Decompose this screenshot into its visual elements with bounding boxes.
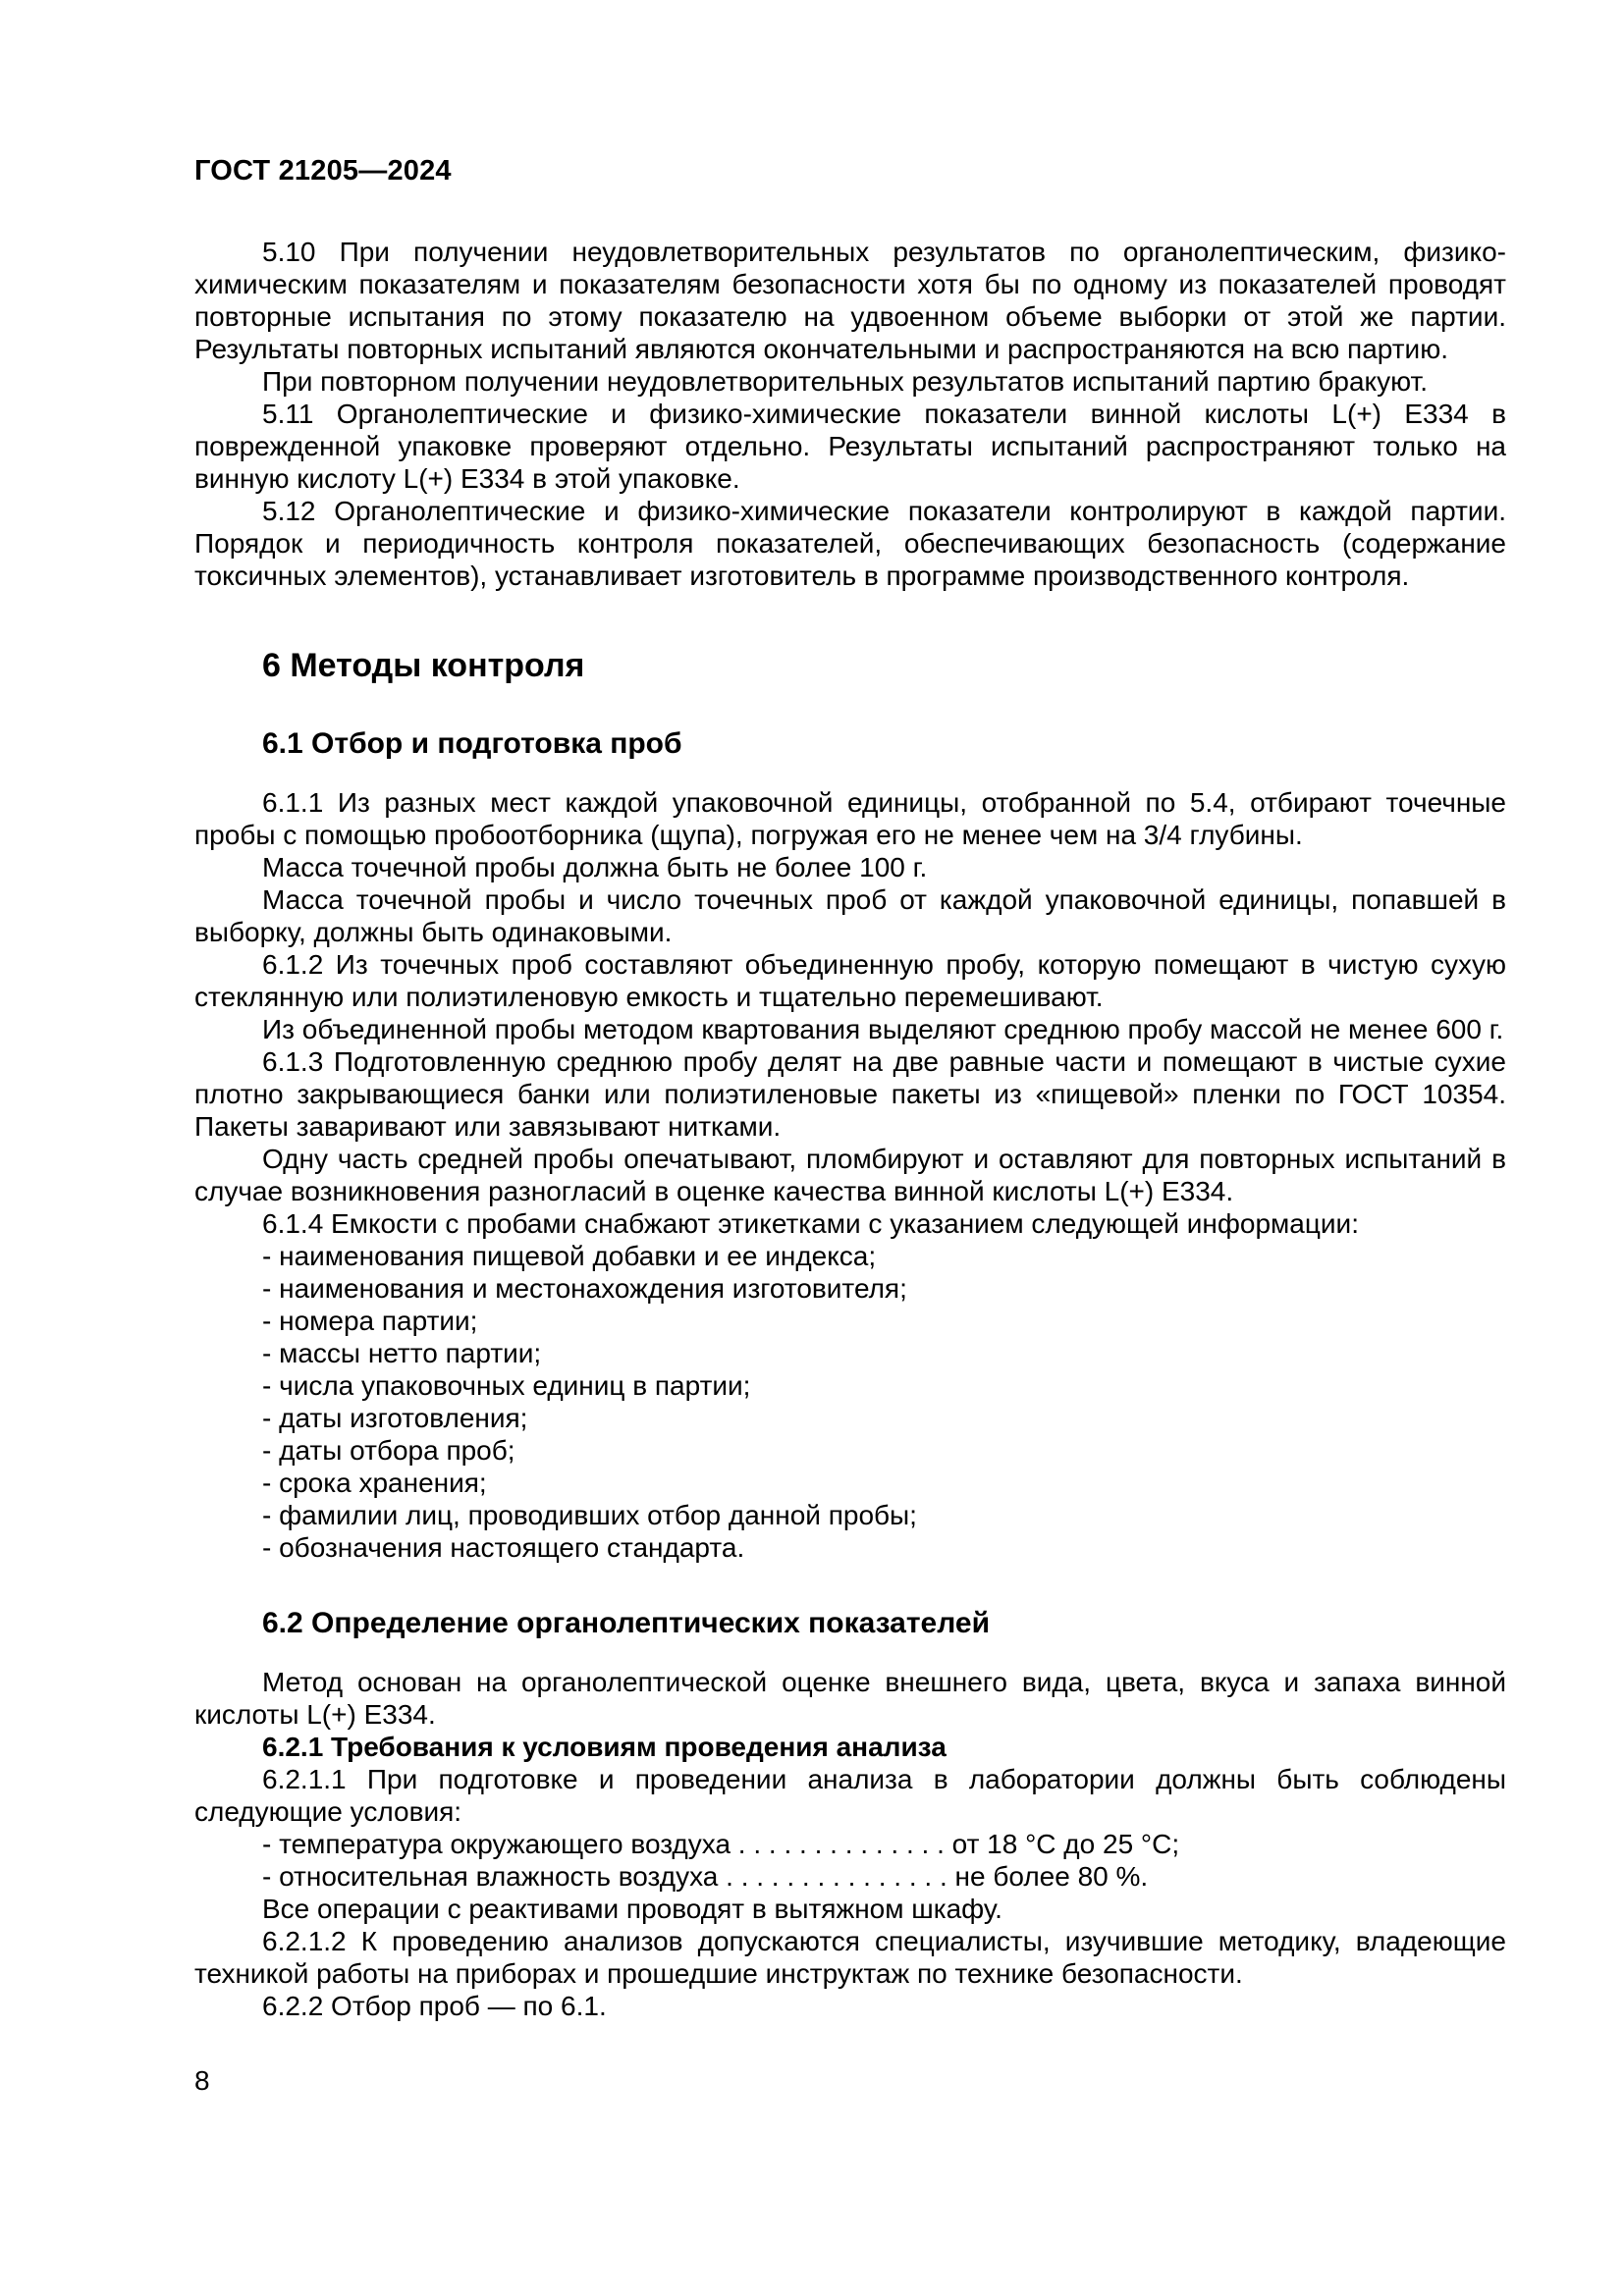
list-item: - даты отбора проб; <box>262 1435 515 1466</box>
list-item: - обозначения настоящего стандарта. <box>262 1532 745 1563</box>
running-header: ГОСТ 21205—2024 <box>194 155 452 187</box>
paragraph: 6.2.1.2 К проведению анализов допускаются специалисты, изучившие методику, владеющие техникой работы на приборах и прошедшие инструктаж по технике безопасности. <box>194 1926 1506 1989</box>
page-number: 8 <box>194 2065 210 2096</box>
paragraph: 5.10 При получении неудовлетворительных результатов по органолептическим, физико-химическим показателям и показателям безопасности хотя бы по одному из показателей проводят повторные испытания по этому показателю на удвоенном объеме выборки от этой же партии. Результаты повторных испытаний являются окончательными и распространяются на всю партию. <box>194 237 1506 364</box>
paragraph: 6.1.2 Из точечных проб составляют объединенную пробу, которую помещают в чистую сухую стеклянную или полиэтиленовую емкость и тщательно перемешивают. <box>194 949 1506 1012</box>
paragraph: 5.12 Органолептические и физико-химические показатели контролируют в каждой партии. Порядок и периодичность контроля показателей, обеспечивающих безопасность (содержание токсичных элементов), устанавливает изготовитель в программе производственного контроля. <box>194 496 1506 591</box>
paragraph: Метод основан на органолептической оценке внешнего вида, цвета, вкуса и запаха винной кислоты L(+) Е334. <box>194 1667 1506 1730</box>
list-item: - фамилии лиц, проводивших отбор данной пробы; <box>262 1500 917 1530</box>
document-body <box>194 236 1506 2022</box>
section-heading: 6 Методы контроля <box>262 647 585 684</box>
clause-heading: 6.2.1 Требования к условиям проведения анализа <box>262 1732 947 1762</box>
paragraph: Из объединенной пробы методом квартования выделяют среднюю пробу массой не менее 600 г. <box>262 1014 1504 1044</box>
list-item: - относительная влажность воздуха . . . . . . . . . . . . . . . не более 80 %. <box>262 1861 1149 1892</box>
paragraph: Масса точечной пробы и число точечных проб от каждой упаковочной единицы, попавшей в выборку, должны быть одинаковыми. <box>194 884 1506 947</box>
list-item: - номера партии; <box>262 1306 478 1336</box>
subsection-heading: 6.2 Определение органолептических показателей <box>262 1607 991 1639</box>
paragraph: 6.1.1 Из разных мест каждой упаковочной единицы, отобранной по 5.4, отбирают точечные пробы с помощью пробоотборника (щупа), погружая его не менее чем на 3/4 глубины. <box>194 787 1506 850</box>
subsection-heading: 6.1 Отбор и подготовка проб <box>262 727 682 760</box>
list-item: - числа упаковочных единиц в партии; <box>262 1370 751 1401</box>
list-item: - массы нетто партии; <box>262 1338 542 1368</box>
paragraph: 6.2.1.1 При подготовке и проведении анализа в лаборатории должны быть соблюдены следующие условия: <box>194 1764 1506 1827</box>
paragraph: Масса точечной пробы должна быть не более 100 г. <box>262 852 928 882</box>
paragraph: 5.11 Органолептические и физико-химические показатели винной кислоты L(+) Е334 в поврежденной упаковке проверяют отдельно. Результаты испытаний распространяют только на винную кислоту L(+) Е334 в этой упаковке. <box>194 399 1506 494</box>
paragraph: 6.1.4 Емкости с пробами снабжают этикетками с указанием следующей информации: <box>262 1208 1359 1239</box>
paragraph: Одну часть средней пробы опечатывают, пломбируют и оставляют для повторных испытаний в случае возникновения разногласий в оценке качества винной кислоты L(+) Е334. <box>194 1144 1506 1206</box>
paragraph: 6.1.3 Подготовленную среднюю пробу делят на две равные части и помещают в чистые сухие плотно закрывающиеся банки или полиэтиленовые пакеты из «пищевой» пленки по ГОСТ 10354. Пакеты заваривают или завязывают нитками. <box>194 1046 1506 1142</box>
list-item: - наименования и местонахождения изготовителя; <box>262 1273 907 1304</box>
paragraph: 6.2.2 Отбор проб — по 6.1. <box>262 1991 607 2021</box>
list-item: - даты изготовления; <box>262 1403 528 1433</box>
list-item: - наименования пищевой добавки и ее индекса; <box>262 1241 877 1271</box>
text-block <box>194 155 1506 2022</box>
list-item: - срока хранения; <box>262 1468 487 1498</box>
paragraph: Все операции с реактивами проводят в вытяжном шкафу. <box>262 1894 1002 1924</box>
list-item: - температура окружающего воздуха . . . . . . . . . . . . . . от 18 °С до 25 °С; <box>262 1829 1180 1859</box>
paragraph: При повторном получении неудовлетворительных результатов испытаний партию бракуют. <box>262 366 1428 397</box>
